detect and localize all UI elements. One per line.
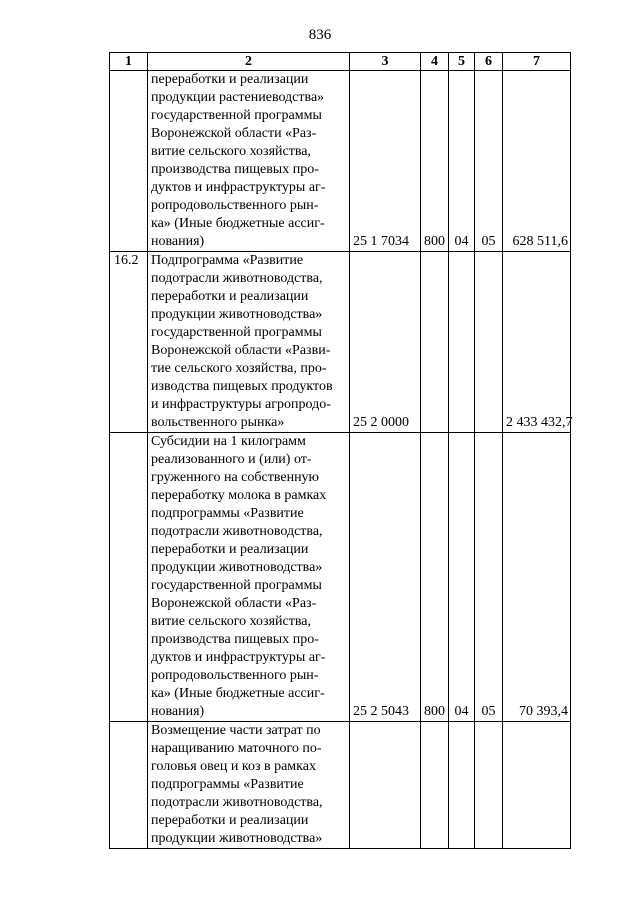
subsection	[475, 722, 503, 849]
description-line: продукции животноводства»	[151, 831, 323, 846]
table-header-row	[110, 53, 571, 71]
description-line: и инфраструктуры агропродо-	[151, 397, 331, 412]
description-line: изводства пищевых продуктов	[151, 379, 333, 394]
subsection: 05	[475, 71, 503, 252]
description-line: продукции животноводства»	[151, 560, 323, 575]
description-line: реализованного и (или) от-	[151, 452, 312, 467]
target-code	[350, 722, 421, 849]
description-line: переработку молока в рамках	[151, 488, 327, 503]
description-line: дуктов и инфраструктуры аг-	[151, 650, 326, 665]
column-header: 6	[475, 53, 503, 71]
expense-type: 800	[421, 433, 449, 722]
page-number: 836	[308, 27, 332, 43]
description-line: вольственного рынка»	[151, 415, 285, 430]
description-line: подотрасли животноводства,	[151, 271, 323, 286]
table-row	[110, 71, 571, 252]
description-line: головья овец и коз в рамках	[151, 759, 316, 774]
row-description	[148, 252, 350, 433]
description-line: витие сельского хозяйства,	[151, 144, 311, 159]
description-line: переработки и реализации	[151, 813, 309, 828]
description-line: переработки и реализации	[151, 72, 309, 87]
description-line: ка» (Иные бюджетные ассиг-	[151, 216, 325, 231]
expense-type	[421, 722, 449, 849]
description-line: переработки и реализации	[151, 542, 309, 557]
amount: 70 393,4	[503, 433, 571, 722]
target-code: 25 2 5043	[350, 433, 421, 722]
description-line: Воронежской области «Раз-	[151, 126, 317, 141]
description-line: государственной программы	[151, 108, 322, 123]
row-description	[148, 722, 350, 849]
description-line: Возмещение части затрат по	[151, 723, 321, 738]
table-row	[110, 252, 571, 433]
description-line: Подпрограмма «Развитие	[151, 253, 304, 268]
column-header: 2	[148, 53, 350, 71]
description-line: тие сельского хозяйства, про-	[151, 361, 327, 376]
row-description	[148, 433, 350, 722]
column-header: 4	[421, 53, 449, 71]
section	[449, 252, 475, 433]
expense-type: 800	[421, 71, 449, 252]
description-line: государственной программы	[151, 578, 322, 593]
description-line: подотрасли животноводства,	[151, 795, 323, 810]
expense-type	[421, 252, 449, 433]
description-line: ка» (Иные бюджетные ассиг-	[151, 686, 325, 701]
description-line: подпрограммы «Развитие	[151, 777, 304, 792]
target-code: 25 1 7034	[350, 71, 421, 252]
description-line: ропродовольственного рын-	[151, 198, 319, 213]
section	[449, 722, 475, 849]
subsection	[475, 252, 503, 433]
section: 04	[449, 71, 475, 252]
row-description	[148, 71, 350, 252]
column-header: 3	[350, 53, 421, 71]
row-number	[110, 433, 148, 722]
target-code: 25 2 0000	[350, 252, 421, 433]
description-line: продукции животноводства»	[151, 307, 323, 322]
description-line: подотрасли животноводства,	[151, 524, 323, 539]
table-row	[110, 433, 571, 722]
description-line: государственной программы	[151, 325, 322, 340]
column-header: 5	[449, 53, 475, 71]
description-line: наращиванию маточного по-	[151, 741, 322, 756]
row-number: 16.2	[110, 252, 148, 433]
description-line: груженного на собственную	[151, 470, 320, 485]
amount: 2 433 432,7	[503, 252, 571, 433]
description-line: производства пищевых про-	[151, 632, 319, 647]
row-number	[110, 71, 148, 252]
row-number	[110, 722, 148, 849]
column-header: 7	[503, 53, 571, 71]
amount: 628 511,6	[503, 71, 571, 252]
description-line: нования)	[151, 704, 205, 719]
description-line: переработки и реализации	[151, 289, 309, 304]
description-line: производства пищевых про-	[151, 162, 319, 177]
description-line: продукции растениеводства»	[151, 90, 325, 105]
budget-table	[109, 52, 571, 849]
description-line: Субсидии на 1 килограмм	[151, 434, 306, 449]
description-line: Воронежской области «Разви-	[151, 343, 331, 358]
description-line: витие сельского хозяйства,	[151, 614, 311, 629]
description-line: дуктов и инфраструктуры аг-	[151, 180, 326, 195]
description-line: подпрограммы «Развитие	[151, 506, 304, 521]
section: 04	[449, 433, 475, 722]
description-line: нования)	[151, 234, 205, 249]
amount	[503, 722, 571, 849]
description-line: Воронежской области «Раз-	[151, 596, 317, 611]
description-line: ропродовольственного рын-	[151, 668, 319, 683]
subsection: 05	[475, 433, 503, 722]
column-header: 1	[110, 53, 148, 71]
table-row	[110, 722, 571, 849]
